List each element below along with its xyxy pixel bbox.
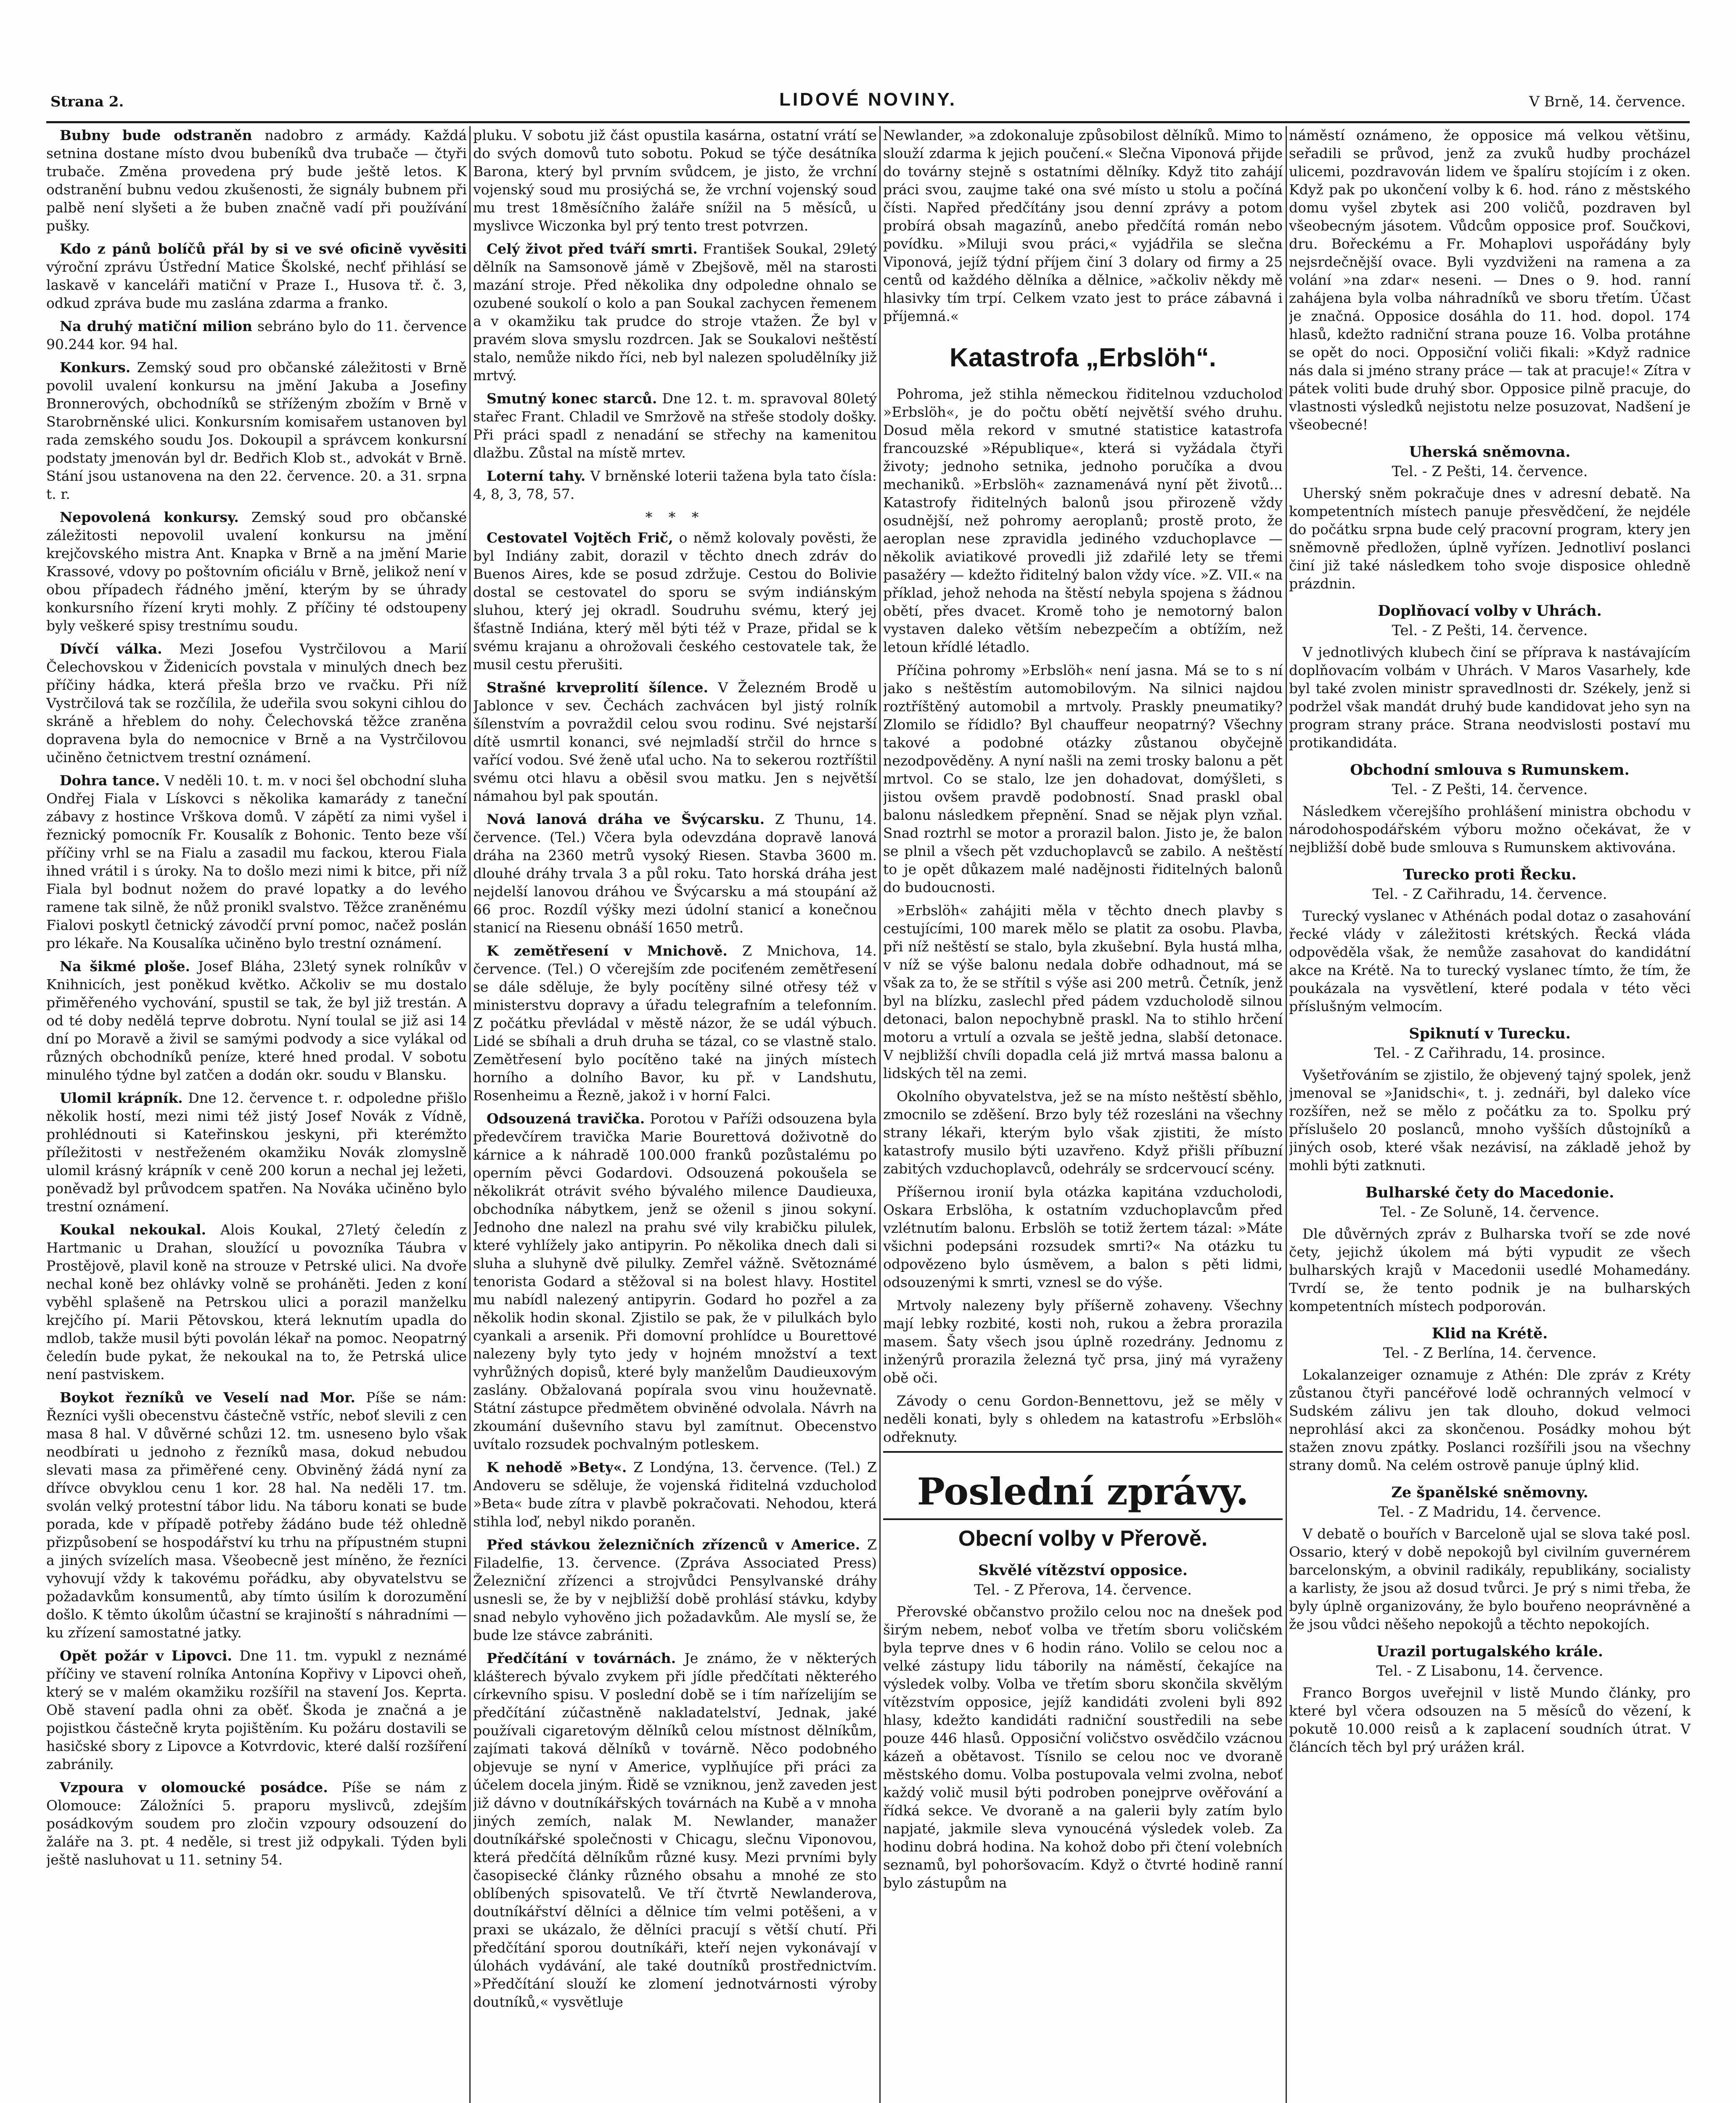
subheadline-opposice: Skvělé vítězství opposice.	[978, 1562, 1188, 1579]
article-fric: Cestovatel Vojtěch Frič, o němž kolovaly pověsti, že byl Indiány zabit, dorazil v těchto dnech zdráv do Buenos Aires, kde se posud zdržuje. Cestou do Bolivie dostal se cestovatel do sporu se svým indiánským sluhou, který jej okradl. Soudruhu svému, který jej šťastně Indiána, který měl býti též v Praze, přidal se k svému krajanu a ohrožovali českého cestovatele tak, že musil cestu přerušiti.	[473, 530, 877, 673]
volby-para-cont: náměstí oznámeno, že opposice má velkou většinu, seřadili se průvod, jenž za zvuků hudby procházel ulicemi, pozdravován lidem ve špalíru stojícím i z oken. Když pak po ukončení volby k 6. hod. ráno z městského domu vyšel zbytek asi 200 voličů, pozdraven byl všeobecným jásotem. Vůdcům opposice prof. Součkovi, dru. Bořeckému a Fr. Mohaplovi uspořádány byly nejsrdečnější ovace. Byli vyzdviženi na ramena a za volání »na zdar« neseni. — Dnes o 9. hod. ranní zahájena byla volba náhradníků ve sboru třetím. Účast je značná. Opposice dosáhla do 11. hod. dopol. 174 hlasů, kdežto radniční strana pouze 16. Volba protáhne se opět do noci. Opposiční voliči fikali: »Když radnice nás dala si jméno strany práce — tak at pracuje!« Zítra v pátek voliti bude druhý sbor. Opposice pilně pracuje, do vlastnosti výsledků nejistotu nelze posuzovat, Nadšení je všeobecné!	[1289, 127, 1691, 433]
dateline: Tel. - Z Pešti, 14. července.	[1392, 622, 1588, 639]
article-divci-valka: Dívčí válka. Mezi Josefou Vystrčilovou a Marií Čelechovskou v Židenicích povstala v minulých dnech bez příčiny hádka, která přešla brzo ve rvačku. Při níž Vystrčilová tak se rozčílila, že udeřila svou sokyni cihlou do skráně a hřeblem do nohy. Čelechovská těžce zraněna dopravena byla do nemocnice v Brně a na Vystrčilovou učiněno četnictvem trestní oznámení.	[46, 641, 467, 765]
column-2	[473, 126, 877, 2103]
klid-kreta-text: Lokalanzeiger oznamuje z Athén: Dle zpráv z Kréty zůstanou čtyři pancéřové lodě ochranných velmocí v Sudském zálivu jen tak dlouho, dokud velmoci neprohlásí akci za skončenou. Posádky mohou být stažen znovu zpátky. Poslanci rozšířili jsou na všechny strany domů. Na celém ostrově panuje úplný klid.	[1289, 1367, 1691, 1473]
article-predcitani: Předčítání v továrnách. Je známo, že v některých klášterech bývalo zvykem při jídle předčítati některého církevního spisu. V poslední době se i tím nařízelijím se předčítání zúčastněně nakladatelství, Jednak, jaké používali cigaretovým dělníků celou místnost dělníkům, zajímati taková dělníků v továrně. Něco podobného objevuje se nyní v Americe, vyplňujíce při práci za účelem docela jiným. Řidě se vzniknou, jenž zaveden jest již dávno v doutníkářských továrnách na Kubě a v mnoha jiných zemích, nalak M. Newlander, manažer doutníkářské společnosti v Chicagu, slečnu Viponovou, která předčítá dělníkům různé kusy. Mezi prvními byly časopisecké články různého obsahu a mnohé ze sto oblíbených spisovatelů. Ve tří čtvrtě Newlanderova, doutníkářství dělníci a dělnice tím velmi potěšeni, a v praxi se ukázalo, že dělníci pracují s větší chutí. Při předčítání sporou doutníkáři, kteří nejen vykonávají v úlohách vydávání, ale také doutníků prostřednictvím. »Předčítání slouží ke zlomení jednotvárnosti výroby doutníků,« vysvětluje	[473, 1650, 877, 2010]
article-zivot-pred-smrti: Celý život před tváří smrti. František Soukal, 29letý dělník na Samsonově jámě v Zbejšově, měl na starosti mazání stroje. Před několika dny odpoledne ohnalo se ozubené soukolí o kolo a pan Soukal zachycen řemenem a v okamžiku tak prudce do stroje vtažen. Že byl v pravém slova smyslu rozdrcen. Jak se Soukalovi neštěstí stalo, nemůže nikdo říci, neb byl nalezen spoludělníky již mrtvý.	[473, 241, 877, 384]
spanelska-snemovna-text: V debatě o bouřích v Barceloně ujal se slova také posl. Ossario, který v době nepokojů byl civilním guvernérem barcelonským, a obvinil radikály, republikány, socialisty a karlisty, že jsou až dosud tvůrci. Je prý s nimi třeba, že byly úplně organizovány, že bylo bouřeno neoprávněné a že jsou vůdci něšeho nepokojů a těchto nepokojích.	[1289, 1526, 1691, 1632]
column-1	[46, 126, 467, 2103]
erbsloh-para-1: Pohroma, jež stihla německou řiditelnou vzducholoď »Erbslöh«, je do počtu obětí největší svého druhu. Dosud měla rekord v smutné statistice katastrofa francouzské »République«, která si vyžádala čtyři životy; jednoho setnika, jednoho poručíka a dvou mechaniků. »Erbslöh« zaznamenává nyní pět životů... Katastrofy řiditelných balonů jsou přirozeně vždy osudnější, než pohromy aeroplanů; prostě proto, že aeroplan nese zpravidla jediného vzduchoplavce — několik aviatikové provedli již zdařilé lety se třemi pasažéry — kdežto řiditelný balon vždy více. »Z. VII.« na příklad, jehož nehoda na štěstí nebyla spojena s žádnou obětí, přes dvacet. Kromě toho je nemotorný balon vystaven daleko větším nebezpečím a obtížím, než letoun křídlé létadlo.	[883, 386, 1283, 655]
erbsloh-para-2: Příčina pohromy »Erbslöh« není jasna. Má se to s ní jako s neštěstím automobilovým. Na silnici najdou roztříštěný automobil a mrtvoly. Praskly pneumatiky? Zlomilo se řídidlo? Byl chauffeur neopatrný? Všechny takové a podobné otázky zůstanou obyčejně nezodpověděny. A nyní našli na zemi trosky balonu a pět mrtvol. Co se stalo, lze jen dohadovat, domýšleti, s jistou ovšem pravdě podobností. Snad praskl obal balonu následkem přepnění. Snad se nějak plyn vzňal. Snad roztrhl se motor a prorazil balon. Jisto je, že balon se plnil a všech pět vzduchoplavců se zabilo. A neštěstí to je opět důkazem malé nadějnosti řiditelných balonů do budoucnosti.	[883, 662, 1283, 895]
erbsloh-para-3: »Erbslöh« zahájiti měla v těchto dnech plavby s cestujícími, 100 marek mělo se platit za osobu. Plavba, při níž neštěstí se stalo, byla zkušební. Byla hustá mlha, v níž se výše balonu nedala dobře odhadnout, má se však za to, že se střítil s výše asi 200 metrů. Četník, jenž byl na blízku, zaslechl před pádem vzducholodě silnou detonaci, balon nepochybně praskl. Na to stihlo hrčení motoru a vrtulí a ozvala se ještě jedna, slabší detonace. V nejbližší chvíli dopadla celá již mrtvá massa balonu a lidských těl na zemi.	[883, 902, 1283, 1081]
headline-spanelska-snemovna: Ze španělské sněmovny.	[1391, 1484, 1588, 1501]
headline-uherska-snemovna: Uherská sněmovna.	[1409, 443, 1571, 461]
masthead: LIDOVÉ NOVINY.	[779, 89, 957, 110]
uherska-snemovna-text: Uherský sněm pokračuje dnes v adresní debatě. Na kompetentních místech panuje přesvědčení, že nejdéle do počátku srpna bude celý pracovní program, ktery jen sněmovně předložen, úplně vyřízen. Jednotliví poslanci činí již také následkem toho svoje disposice ohledně prázdnin.	[1289, 485, 1691, 592]
article-koukal: Koukal nekoukal. Alois Koukal, 27letý čeledín z Hartmanic u Drahan, sloužící u povozníka Táubra v Prostějově, plavil koně na strouze v Petrské ulici. Na dvoře nechal koně bez ohlávky volně se proháněti. Jeden z koní vyběhl splašeně na Petrskou ulici a porazil manželku krejčího pí. Marii Pětovskou, která leknutím upadla do mdlob, takže musil býti povolán lékař na pomoc. Neopatrný čeledín bude pykat, že nekoukal na to, že Petrská ulice není pastviskem.	[46, 1221, 467, 1383]
portugalsky-kral-text: Franco Borgos uveřejnil v listě Mundo články, pro které byl včera odsouzen na 5 měsíců do vězení, k pokutě 10.000 reisů a k zaplacení soudních útrat. V článcích těch byl prý urážen král.	[1289, 1685, 1691, 1755]
dateline: Tel. - Z Lisabonu, 14. července.	[1376, 1663, 1604, 1679]
dateline: Tel. - Z Madridu, 14. července.	[1378, 1504, 1601, 1520]
article-boykot: Boykot řezníků ve Veselí nad Mor. Píše se nám: Řezníci vyšli obecenstvu částečně vstříc, neboť slevili z cen masa 8 hal. V důvěrné schůzi 12. tm. usneseno bylo však neodbírati u jednoho z řezníků masa, dokud nebudou slevati masa za přiměřené ceny. Obviněný žádá nyní za dřívce obvyklou cenu 1 kor. 28 hal. Na neděli 17. tm. svolán velký protestní tábor lidu. Na táboru konati se bude porada, kde v případě potřeby žádáno bude též ohledně přizpůsobení se hospodářství ku trhu na přípustném stupni a jiných svízelích masa. Všeobecně jest míněno, že řezníci vyhovují vždy k takovému pořádku, aby obyvatelstvu se požadavkům konsumentů, aby tímto úsilím k dorozumění došlo. K těmto úkolům účastní se krajinoští s náhradními — ku zřízení samostatné jatky.	[46, 1389, 467, 1641]
page-header	[50, 89, 1686, 119]
dateline: Tel. - Z Přerova, 14. července.	[974, 1581, 1192, 1598]
header-rule	[46, 121, 1690, 123]
article-dohra-tance: Dohra tance. V neděli 10. t. m. v noci šel obchodní sluha Ondřej Fiala v Lískovci s několika kamarády z taneční zábavy z hostince Vrškova domů. V zápětí za nimi vyšel i řeznický pomocník Fr. Kousalík z Bohonic. Tento beze vší příčiny vrhl se na Fialu a zasadil mu fackou, kterou Fiala ihned vrátil i s úroky. Na to došlo mezi nimi k bitce, při níž Fiala byl bodnut nožem do pravé lopatky a do levého ramene tak silně, že nůž pronikl svalstvo. Těžce zraněnému Fialovi poskytl četnický závodčí první pomoc, načež poslán pro lékaře. Na Kousalíka učiněno bylo trestní oznámení.	[46, 772, 467, 951]
article-konkurs: Konkurs. Zemský soud pro občanské záležitosti v Brně povolil uvalení konkursu na jmění Jakuba a Josefiny Bronnerových, obchodníků se stříženým zbožím v Brně v Starobrněnské ulici. Konkursním komisařem ustanoven byl rada zemského soudu Jos. Dokoupil a správcem konkursní podstaty jmenován byl dr. Bedřich Klob st., advokát v Brně. Stání jsou ustanovena na den 22. července. 20. a 31. srpna t. r.	[46, 359, 467, 502]
headline-turecko-recko: Turecko proti Řecku.	[1403, 866, 1577, 883]
dateline: Tel. - Z Cařihradu, 14. července.	[1372, 886, 1607, 903]
turecko-recko-text: Turecký vyslanec v Athénách podal dotaz o zasahování řecké vlády v záležitosti krétských. Řecká vláda odpověděla však, že nemůže zasahovat do kandidátní akce na Krétě. Na to turecký vyslanec tímto, že tím, že poukázala na vysvětlení, které podala v této věci příslušným velmocím.	[1289, 908, 1691, 1014]
headline-erbsloh: Katastrofa „Erbslöh“.	[950, 343, 1216, 372]
headline-bulharske-cety: Bulharské čety do Macedonie.	[1365, 1184, 1614, 1201]
column-divider	[879, 126, 881, 2103]
article-matice-report: Kdo z pánů bolíčů přál by si ve své oficině vyvěsiti výroční zprávu Ústřední Matice Školské, nechť přihlásí se laskavě v kanceláři matiční v Praze I., Husova tř. č. 3, odkud zpráva bude mu zaslána zdarma a franko.	[46, 241, 467, 311]
article-nepovolena-konkursy: Nepovolená konkursy. Zemský soud pro občanské záležitosti nepovolil uvalení konkursu na jmění krejčovského mistra Ant. Knapka v Brně a na jmění Marie Krassové, vdovy po poštovním oficiálu v Brně, jelikož není v obou případech řádného jmění, kterým by se úhrady konkursního řízení kryti mohly. Z příčiny té odstoupeny byly veškeré spisy trestnímu soudu.	[46, 509, 467, 634]
dateline: Tel. - Z Berlína, 14. července.	[1383, 1345, 1597, 1361]
column-divider	[469, 126, 471, 2103]
column-3	[883, 126, 1283, 2103]
article-konec-starcu: Smutný konec starců. Dne 12. t. m. spravoval 80letý stařec Frant. Chladil ve Smržově na střeše stodoly došky. Při práci spadl z nenadání se střechy na kamenitou dlažbu. Zůstal na místě mrtev.	[473, 390, 877, 461]
article-lanova-draha: Nová lanová dráha ve Švýcarsku. Z Thunu, 14. července. (Tel.) Včera byla odevzdána dopravě lanová dráha na 2360 metrů vysoký Riesen. Stavba 3600 m. dlouhé dráhy trvala 3 a půl roku. Tato horská dráha jest nejdelší lanovou dráhou ve Švýcarsku a má stoupání až 66 proc. Rozdíl výšky mezi údolní stanicí a konečnou stanicí na Riesenu obnáší 1650 metrů.	[473, 811, 877, 936]
page-number: Strana 2.	[50, 93, 124, 110]
article-sikma-plocha: Na šikmé ploše. Josef Bláha, 23letý synek rolníkův v Knihnicích, jest poněkud květko. Ačkoliv se mu dostalo přiměřeného vychování, spustil se tak, že byl již trestán. A od té doby nedělá teprve dobrotu. Nyní toulal se již asi 14 dní po Moravě a živil se samými podvody a sice vylákal od různých obchodníků peníze, které hned prodal. V sobotu minulého týdne byl zatčen a dodán okr. soudu v Blansku.	[46, 958, 467, 1083]
column-4	[1289, 126, 1691, 2103]
article-krapnik: Ulomil krápník. Dne 12. července t. r. odpoledne přišlo několik hostí, mezi nimi též jistý Josef Novák z Vídně, prohlédnouti si Kateřinskou jeskyni, při kterémžto příležitosti v nestřeženém okamžiku Novák zlomyslně ulomil krásný krápník v ceně 200 korun a nechal jej ležeti, poněvadž byl průvodcem spatřen. Na Nováka učiněno bylo trestní oznámení.	[46, 1090, 467, 1215]
dateline: Tel. - Z Cařihradu, 14. prosince.	[1374, 1045, 1606, 1062]
column-divider	[1286, 126, 1287, 2103]
bulharske-cety-text: Dle důvěrných zpráv z Bulharska tvoří se zde nové čety, jejichž úkolem má býti vypudit ze všech bulharských krajů v Macedonii usedlé Mohamedány. Tvrdí se, že tento podnik je na bulharských kompetentních místech podporován.	[1289, 1226, 1691, 1314]
article-stavka-amerika: Před stávkou železničních zřízenců v Americe. Z Filadelfie, 13. července. (Zpráva Associated Press) Železniční zřízenci a strojvůdci Pensylvanské dráhy usnesli se, že by v nejbližší době prohlásí stávku, kdyby snad nebylo vyhověno jich požadavkům. Ale myslí se, že bude lze stávce zabrániti.	[473, 1536, 877, 1643]
section-divider-stars: * * *	[645, 509, 705, 525]
article-pozar-lipovec: Opět požár v Lipovci. Dne 11. tm. vypukl z neznámé příčiny ve stavení rolníka Antonína Kopřivy v Lipovci oheň, který se v malém okamžiku rozšířil na stavení Jos. Keprta. Obě stavení padla ohni za oběť. Škoda je značná a je pojistkou částečně kryta pojištěním. Ku požáru dostavili se hasičské sbory z Lipovce a Kotvrdovic, které další rozšíření zabránily.	[46, 1647, 467, 1772]
headline-volby-prerov: Obecní volby v Přerově.	[958, 1526, 1208, 1551]
article-travicka: Odsouzená travička. Porotou v Paříži odsouzena byla předevčírem travička Marie Bourettová doživotně do kárnice a k náhradě 100.000 franků pozůstalému po operním pěvci Godardovi. Odsouzená pokoušela se několikrát otrávit svého bývalého milence Daudieuxa, obchodníka nábytkem, jenž se oženil s jinou sokyní. Jednoho dne nalezl na prahu své vily krabičku pilulek, které vyhlížely jako antipyrin. Po několika dnech dali si sluha a sluhyně dvě pilulky. Zemřel vážně. Světoznámé tenorista Godard a stěžoval si na bolest hlavy. Hostitel mu nabídl nalezený antipyrin. Godard ho pozřel a za několik hodin skonal. Zjistilo se pak, že v pilulkách bylo cyankali a arsenik. Při domovní prohlídce u Bourettové nalezeny byly tyto jedy v hojném množství a text vyhrůžných dopisů, které byly manželům Daudieuxovým zaslány. Obžalovaná popírala svou vinu houževnatě. Státní zástupce předmětem obviněné odvolala. Návrh na zkoumání duševního stavu byl zamítnut. Obecenstvo uvítalo rozsudek pochvalným potleskem.	[473, 1110, 877, 1452]
erbsloh-para-7: Závody o cenu Gordon-Bennettovu, jež se měly v neděli konati, byly s ohledem na katastrofu »Erbslöh« odřeknuty.	[883, 1393, 1283, 1445]
section-rule	[883, 1518, 1283, 1520]
headline-portugalsky-kral: Urazil portugalského krále.	[1376, 1643, 1603, 1660]
place-date: V Brně, 14. července.	[1529, 93, 1686, 110]
spiknuti-text: Vyšetřováním se zjistilo, že objevený tajný spolek, jenž jmenoval se »Janidschi«, t. j. zednáři, byl daleko více rozšířen, než se mělo z počátku za to. Spolku prý příslušelo 20 poslanců, mnoho vyšších důstojníků a jiných osob, které však nezávisí, na základě jehož by mohli býti zatknuti.	[1289, 1067, 1691, 1173]
article-predcitani-cont: Newlander, »a zdokonaluje způsobilost dělníků. Mimo to slouží zdarma k jejich poučení.« Slečna Viponová přijde do továrny stejně s ostatními dělníky. Když tito zahájí práci svou, zaujme také ona své místo u stolu a počíná čísti. Napřed předčítány jsou denní zprávy a potom probírá obsah magazínů, anebo předčítá román nebo povídku. »Miluji svou práci,« vyjádřila se slečna Viponová, jejíž týdní příjem činí 3 dolary od firmy a 25 centů od každého dělníka a dělnice, »ačkoliv někdy mě hlasivky tím trpí. Celkem vzato jest to práce zábavná i příjemná.«	[883, 127, 1283, 324]
article-loterie: Loterní tahy. V brněnské loterii tažena byla tato čísla: 4, 8, 3, 78, 57.	[473, 468, 877, 502]
dateline: Tel. - Z Pešti, 14. července.	[1392, 463, 1588, 480]
article-beta: K nehodě »Bety«. Z Londýna, 13. července. (Tel.) Z Andoveru se sděluje, že vojenská řiditelná vzducholoď »Beta« bude zítra v plavbě pokračovati. Nehodou, která stihla loď, nebyl nikdo poraněn.	[473, 1459, 877, 1530]
article-drums: Bubny bude odstraněn nadobro z armády. Každá setnina dostane místo dvou bubeníků dva trubače — čtyři trubače. Změna provedena prý bude ještě letos. K odstranění bubnu vedou zkušenosti, že signály bubnem při palbě není slyšeti a že buben značně vadí při používání pušky.	[46, 127, 467, 234]
erbsloh-para-4: Okolního obyvatelstva, jež se na místo neštěstí sběhlo, zmocnilo se zděšení. Brzo byly též rozesláni na všechny strany lékaři, kterým bylo však zjistiti, že místo katastrofy musilo býti uzavřeno. Když přišli příbuzní zabitých vzduchoplavců, odehrály se srdcervoucí scény.	[883, 1088, 1283, 1177]
article-zemetreseni: K zemětřesení v Mnichově. Z Mnichova, 14. července. (Tel.) O včerejším zde pociťeném zemětřesení se dále sděluje, že byly pocítěny silné otřesy též v ministerstvu dopravy a úřadu telegrafním a telefonním. Z počátku převládal v městě názor, že se udál výbuch. Lidé se sbíhali a druh druha se tázal, co se vlastně stalo. Zemětřesení bylo pocítěno také na jiných místech horního a dolního Bavor, ku př. v Landshutu, Rosenheimu a Řezně, jakož i v horní Falci.	[473, 943, 877, 1104]
headline-posledni-zpravy: Poslední zprávy.	[917, 1470, 1249, 1513]
section-rule	[883, 1451, 1283, 1453]
volby-para-1: Přerovské občanstvo prožilo celou noc na dnešek pod širým nebem, neboť volba ve třetím sboru voličském byla teprve dnes v 6 hodin ráno. Volilo se celou noc a velké zástupy lidu táborily na náměstí, čekajíce na výsledek volby. Volba ve třetím sboru skončila skvělým vítězstvím opposice, jejíž kandidáti zvoleni byli 892 hlasy, kdežto kandidáti radniční soustředili na sebe pouze 446 hlasů. Opposiční voličstvo osvědčilo vzácnou kázeň a obětavost. Tísnilo se celou noc ve dvoraně městského domu. Volba postupovala velmi zvolna, neboť každý volič musil býti podroben ponejprve ověřování a řídká sekce. Ve dvoraně a na galerii byly zatím bylo napjaté, jakmile sleva vynoucéná výsledek voleb. Za hodinu dobrá hodina. Na kohož dobo při čtení volebních seznamů, byl pohoršovacím. Když o čtvrté hodině ranní bylo zástupům na	[883, 1603, 1283, 1891]
doplnovaci-volby-text: V jednotlivých klubech činí se příprava k nastávajícím doplňovacím volbám v Uhrách. V Maros Vasarhely, kde byl také zvolen ministr spravedlnosti dr. Székely, jenž si podržel však mandát druhý bude kandidovat jeho syn na program strany práce. Strana neodvislosti postaví mu protikandidáta.	[1289, 644, 1691, 751]
article-vzpoura: Vzpoura v olomoucké posádce. Píše se nám z Olomouce: Záložníci 5. praporu myslivců, zdejším posádkovým soudem pro zločin vzpoury odsouzení do žaláře na 3. pt. 4 neděle, si trest již odpykali. Týden byli ještě nasluhovat u 11. setniny 54.	[46, 1779, 467, 1868]
article-vzpoura-cont: pluku. V sobotu již část opustila kasárna, ostatní vrátí se do svých domovů tuto sobotu. Pokud se týče desátníka Barona, který byl prvním svůdcem, je jisto, že vrchní vojenský soud mu prosiýchá se, že vrchní vojenský soud mu trest 18měsíčního žaláře snížil na 5 měsíců, u myslivce Wiczonka byl prý tento trest potvrzen.	[473, 127, 877, 234]
erbsloh-para-6: Mrtvoly nalezeny byly příšerně zohaveny. Všechny mají lebky rozbité, kosti noh, rukou a žebra prorazila masem. Šaty všech jsou úplně rozedrány. Jednomu z inženýrů prorazila železná tyč prsa, jiný má vyraženy obě oči.	[883, 1297, 1283, 1386]
obchodni-smlouva-text: Následkem včerejšího prohlášení ministra obchodu v národohospodářském výboru možno očekávat, že v nejbližší době bude smlouva s Rumunskem aktivována.	[1289, 803, 1691, 856]
headline-obchodni-smlouva: Obchodní smlouva s Rumunskem.	[1350, 761, 1630, 779]
dateline: Tel. - Z Pešti, 14. července.	[1392, 781, 1588, 798]
erbsloh-para-5: Příšernou ironií byla otázka kapitána vzducholodi, Oskara Erbslöha, k ostatním vzduchoplavcům před vzlétnutím balonu. Erbslöh se totiž žertem tázal: »Máte všichni podepsáni rozsudek smrti?« Na otázku tu odpovězeno bylo úsměvem, a balon s pěti lidmi, odsouzenými k smrti, vznesl se do výše.	[883, 1184, 1283, 1290]
article-matice-million: Na druhý matiční milion sebráno bylo do 11. července 90.244 kor. 94 hal.	[46, 318, 467, 352]
headline-spiknuti: Spiknutí v Turecku.	[1409, 1025, 1571, 1042]
headline-klid-kreta: Klid na Krétě.	[1432, 1325, 1548, 1342]
dateline: Tel. - Ze Soluně, 14. července.	[1380, 1204, 1600, 1221]
headline-doplnovaci-volby: Doplňovací volby v Uhrách.	[1378, 602, 1602, 620]
article-krveproliti: Strašné krveprolití šílence. V Železném Brodě u Jablonce v sev. Čechách zachvácen byl jistý rolník šílenstvím a povraždil celou svou rodinu. Své nejstarší dítě usmrtil konanci, své nejmladší strčil do hrnce s vařící vodou. Své ženě uťal ucho. Na to sekerou roztříštil svému otci hlavu a oběsil svou matku. Jen s největší námahou byl pak spoután.	[473, 679, 877, 804]
